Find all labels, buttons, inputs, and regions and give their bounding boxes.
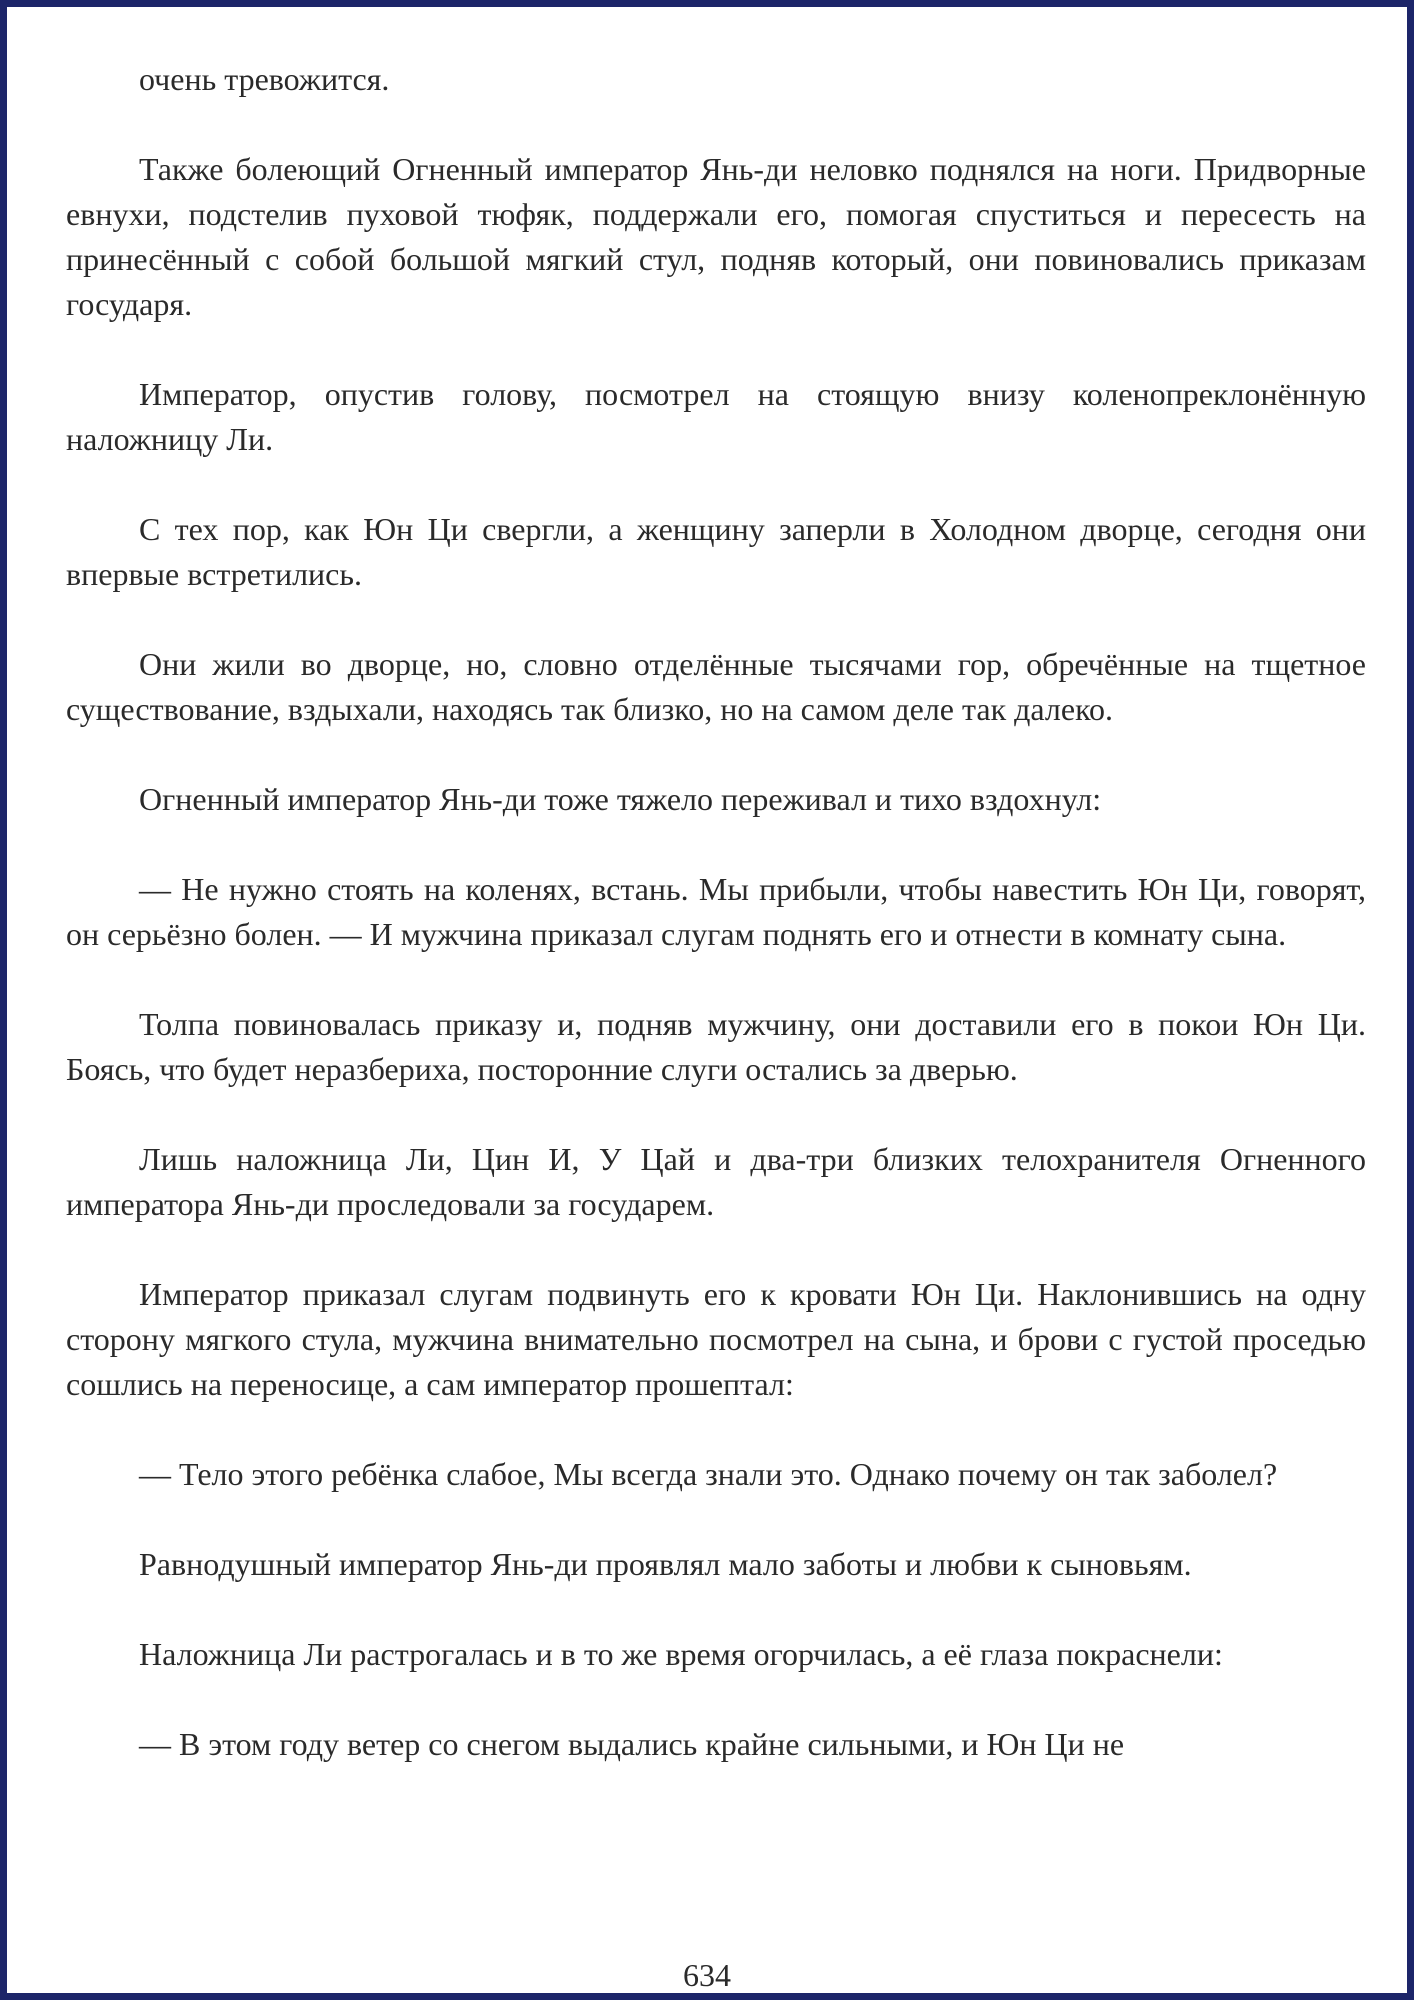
page-text <box>66 57 1366 1767</box>
paragraph: Император, опустив голову, посмотрел на стоящую внизу коленопреклонённую наложницу Ли. <box>66 376 1366 457</box>
paragraph: Император приказал слугам подвинуть его к кровати Юн Ци. Наклонившись на одну сторону мягкого стула, мужчина внимательно посмотрел на сына, и брови с густой проседью сошлись на переносице, а сам император прошептал: <box>66 1276 1366 1402</box>
paragraph: Также болеющий Огненный император Янь-ди неловко поднялся на ноги. Придворные евнухи, подстелив пуховой тюфяк, поддержали его, помогая спуститься и пересесть на принесённый с собой большой мягкий стул, подняв который, они повиновались приказам государя. <box>66 151 1366 322</box>
paragraph: Лишь наложница Ли, Цин И, У Цай и два-три близких телохранителя Огненного императора Янь-ди проследовали за государем. <box>66 1141 1366 1222</box>
paragraph: С тех пор, как Юн Ци свергли, а женщину заперли в Холодном дворце, сегодня они впервые встретились. <box>66 511 1366 592</box>
paragraph: Наложница Ли растрогалась и в то же время огорчилась, а её глаза покраснели: <box>139 1636 1223 1672</box>
paragraph: Они жили во дворце, но, словно отделённые тысячами гор, обречённые на тщетное существование, вздыхали, находясь так близко, но на самом деле так далеко. <box>66 646 1366 727</box>
page-number: 634 <box>683 1957 731 1993</box>
paragraph: очень тревожится. <box>139 61 390 97</box>
paragraph: Огненный император Янь-ди тоже тяжело переживал и тихо вздохнул: <box>139 781 1102 817</box>
paragraph: — В этом году ветер со снегом выдались крайне сильными, и Юн Ци не <box>139 1726 1125 1762</box>
paragraph: — Тело этого ребёнка слабое, Мы всегда знали это. Однако почему он так заболел? <box>139 1456 1278 1492</box>
paragraph: Равнодушный император Янь-ди проявлял мало заботы и любви к сыновьям. <box>139 1546 1192 1582</box>
paragraph: Толпа повиновалась приказу и, подняв мужчину, они доставили его в покои Юн Ци. Боясь, что будет неразбериха, посторонние слуги остались за дверью. <box>66 1006 1366 1087</box>
paragraph: — Не нужно стоять на коленях, встань. Мы прибыли, чтобы навестить Юн Ци, говорят, он серьёзно болен. — И мужчина приказал слугам поднять его и отнести в комнату сына. <box>66 871 1366 952</box>
book-page <box>7 7 1407 1993</box>
